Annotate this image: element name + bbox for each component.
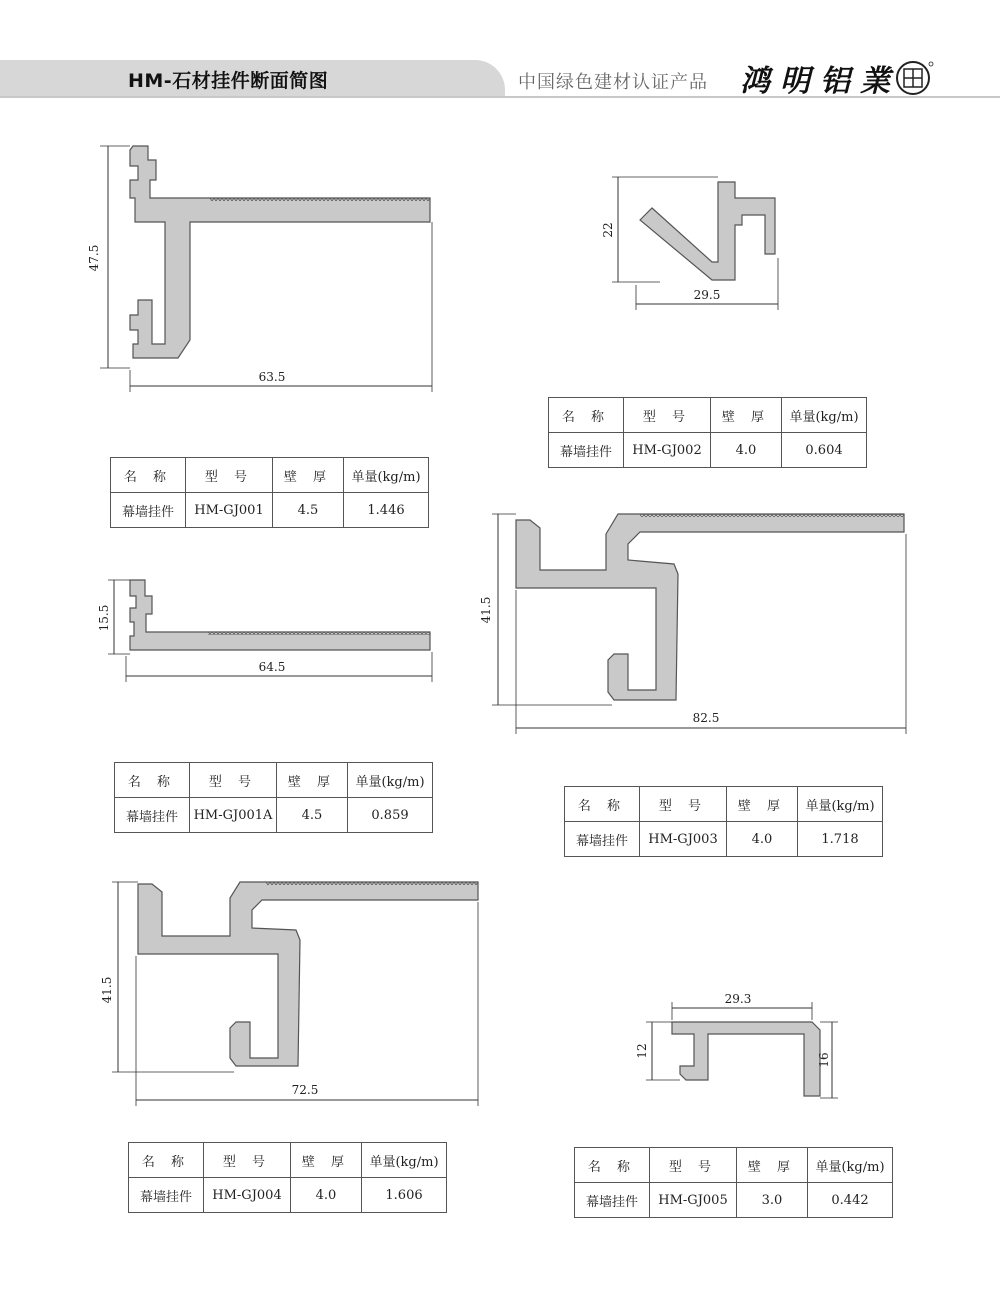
header-thickness: 壁 厚 xyxy=(273,458,344,493)
dim-gj001-height: 47.5 xyxy=(87,244,101,272)
spec-table-gj003 xyxy=(564,786,883,857)
header-thickness: 壁 厚 xyxy=(737,1148,808,1183)
header-unit-weight: 单量(kg/m) xyxy=(808,1148,893,1183)
dim-gj005-width: 29.3 xyxy=(724,992,752,1006)
cell-thickness: 4.5 xyxy=(277,798,348,833)
cell-unit-weight: 1.446 xyxy=(344,493,429,528)
cell-unit-weight: 0.442 xyxy=(808,1183,893,1218)
header-name: 名 称 xyxy=(111,458,186,493)
cell-name: 幕墙挂件 xyxy=(115,798,190,833)
certification-text: 中国绿色建材认证产品 xyxy=(518,72,708,93)
dim-gj001-width: 63.5 xyxy=(258,370,286,384)
header-thickness: 壁 厚 xyxy=(711,398,782,433)
header-unit-weight: 单量(kg/m) xyxy=(782,398,867,433)
cell-name: 幕墙挂件 xyxy=(111,493,186,528)
profile-gj003 xyxy=(479,514,906,734)
spec-table-gj001a xyxy=(114,762,433,833)
profile-gj005 xyxy=(635,992,838,1098)
cell-unit-weight: 0.604 xyxy=(782,433,867,468)
header-unit-weight: 单量(kg/m) xyxy=(798,787,883,822)
dim-gj005-height-outer: 16 xyxy=(817,1052,831,1068)
cell-model: HM-GJ003 xyxy=(640,822,727,857)
header-unit-weight: 单量(kg/m) xyxy=(362,1143,447,1178)
cell-name: 幕墙挂件 xyxy=(129,1178,204,1213)
cell-unit-weight: 0.859 xyxy=(348,798,433,833)
cell-model: HM-GJ001A xyxy=(190,798,277,833)
dim-gj002-width: 29.5 xyxy=(693,288,721,302)
header-thickness: 壁 厚 xyxy=(727,787,798,822)
spec-table-gj001 xyxy=(110,457,429,528)
header-model: 型 号 xyxy=(624,398,711,433)
cell-unit-weight: 1.606 xyxy=(362,1178,447,1213)
cell-thickness: 4.5 xyxy=(273,493,344,528)
page-title: HM-石材挂件断面简图 xyxy=(128,70,329,92)
header-thickness: 壁 厚 xyxy=(291,1143,362,1178)
header-name: 名 称 xyxy=(575,1148,650,1183)
cell-thickness: 3.0 xyxy=(737,1183,808,1218)
cell-name: 幕墙挂件 xyxy=(549,433,624,468)
cell-thickness: 4.0 xyxy=(727,822,798,857)
profile-gj001 xyxy=(87,146,432,392)
profile-gj002 xyxy=(601,177,778,310)
profile-gj004 xyxy=(100,882,478,1106)
header-name: 名 称 xyxy=(549,398,624,433)
cell-model: HM-GJ002 xyxy=(624,433,711,468)
header-model: 型 号 xyxy=(650,1148,737,1183)
dim-gj003-width: 82.5 xyxy=(692,711,720,725)
header-name: 名 称 xyxy=(129,1143,204,1178)
header-unit-weight: 单量(kg/m) xyxy=(344,458,429,493)
header-thickness: 壁 厚 xyxy=(277,763,348,798)
cell-model: HM-GJ005 xyxy=(650,1183,737,1218)
cell-model: HM-GJ004 xyxy=(204,1178,291,1213)
spec-table-gj002 xyxy=(548,397,867,468)
cell-unit-weight: 1.718 xyxy=(798,822,883,857)
cell-name: 幕墙挂件 xyxy=(565,822,640,857)
header-unit-weight: 单量(kg/m) xyxy=(348,763,433,798)
header-model: 型 号 xyxy=(204,1143,291,1178)
header-model: 型 号 xyxy=(186,458,273,493)
header-model: 型 号 xyxy=(640,787,727,822)
header-name: 名 称 xyxy=(115,763,190,798)
spec-table-gj004 xyxy=(128,1142,447,1213)
cell-thickness: 4.0 xyxy=(291,1178,362,1213)
dim-gj004-height: 41.5 xyxy=(100,976,114,1004)
spec-table-gj005 xyxy=(574,1147,893,1218)
brand-name: 鸿明铝業 xyxy=(740,64,900,99)
cell-name: 幕墙挂件 xyxy=(575,1183,650,1218)
cell-thickness: 4.0 xyxy=(711,433,782,468)
header-name: 名 称 xyxy=(565,787,640,822)
dim-gj003-height: 41.5 xyxy=(479,596,493,624)
dim-gj002-height: 22 xyxy=(601,222,615,238)
header-model: 型 号 xyxy=(190,763,277,798)
dim-gj001a-height: 15.5 xyxy=(97,604,111,632)
cell-model: HM-GJ001 xyxy=(186,493,273,528)
dim-gj001a-width: 64.5 xyxy=(258,660,286,674)
dim-gj005-height-inner: 12 xyxy=(635,1043,649,1059)
profile-gj001a xyxy=(97,580,432,682)
dim-gj004-width: 72.5 xyxy=(291,1083,319,1097)
